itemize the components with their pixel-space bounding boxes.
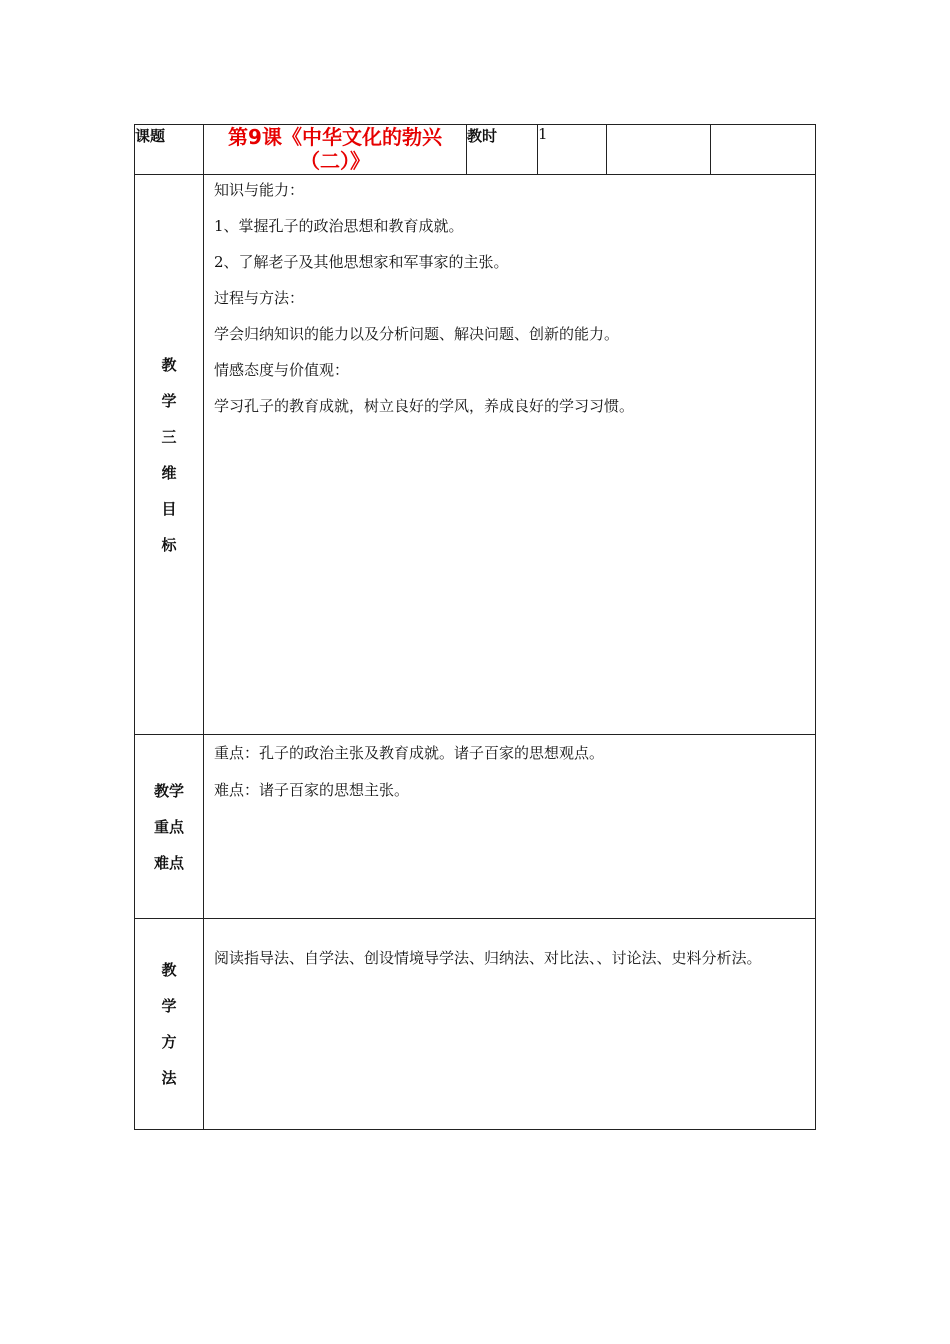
header-row [135, 125, 816, 175]
empty-header-cell-1 [607, 125, 711, 175]
lesson-title [204, 125, 467, 175]
methods-label-char: 教 [161, 961, 177, 979]
key-points-label-line: 重点 [153, 817, 184, 836]
empty-header-cell-2 [711, 125, 816, 175]
key-points-label-line: 难点 [153, 853, 184, 872]
goals-label-char: 教 [161, 355, 177, 374]
key-points-row [135, 735, 816, 919]
topic-label: 课题 [135, 125, 204, 175]
key-point-line: 重点：孔子的政治主张及教育成就。诸子百家的思想观点。 [214, 744, 605, 762]
methods-label-char: 方 [161, 1033, 177, 1051]
goals-line: 知识与能力： [214, 181, 305, 199]
goals-line: 2、了解老子及其他思想家和军事家的主张。 [214, 253, 509, 271]
goals-row [135, 175, 816, 735]
goals-label-char: 目 [161, 499, 177, 518]
goals-label-char: 学 [161, 391, 177, 410]
goals-line: 1、掌握孔子的政治思想和教育成就。 [214, 217, 464, 235]
goals-line: 学会归纳知识的能力以及分析问题、解决问题、创新的能力。 [214, 325, 620, 343]
goals-line: 过程与方法： [214, 289, 305, 307]
goals-line: 学习孔子的教育成就，树立良好的学风，养成良好的学习习惯。 [214, 397, 635, 415]
lesson-title-line-1: 第9课《中华文化的勃兴 [228, 125, 442, 149]
lesson-plan-table [134, 124, 816, 1130]
goals-label-char: 标 [161, 535, 177, 554]
methods-content [204, 919, 816, 1130]
methods-row [135, 919, 816, 1130]
key-points-label-line: 教学 [153, 781, 184, 800]
methods-label-char: 法 [161, 1069, 177, 1087]
goals-label-char: 三 [161, 427, 177, 446]
methods-text: 阅读指导法、自学法、创设情境导学法、归纳法、对比法、、讨论法、史料分析法。 [214, 949, 762, 967]
goals-label-char: 维 [161, 463, 177, 482]
lesson-title-line-2: （二）》 [300, 149, 370, 173]
key-points-content [204, 735, 816, 919]
goals-line: 情感态度与价值观： [214, 361, 350, 379]
key-points-label [135, 735, 204, 919]
methods-label [135, 919, 204, 1130]
period-value: 1 [538, 125, 607, 175]
period-label: 教时 [467, 125, 538, 175]
key-point-line: 难点：诸子百家的思想主张。 [214, 781, 410, 799]
goals-content [204, 175, 816, 735]
methods-label-char: 学 [161, 997, 177, 1015]
goals-label [135, 175, 204, 735]
